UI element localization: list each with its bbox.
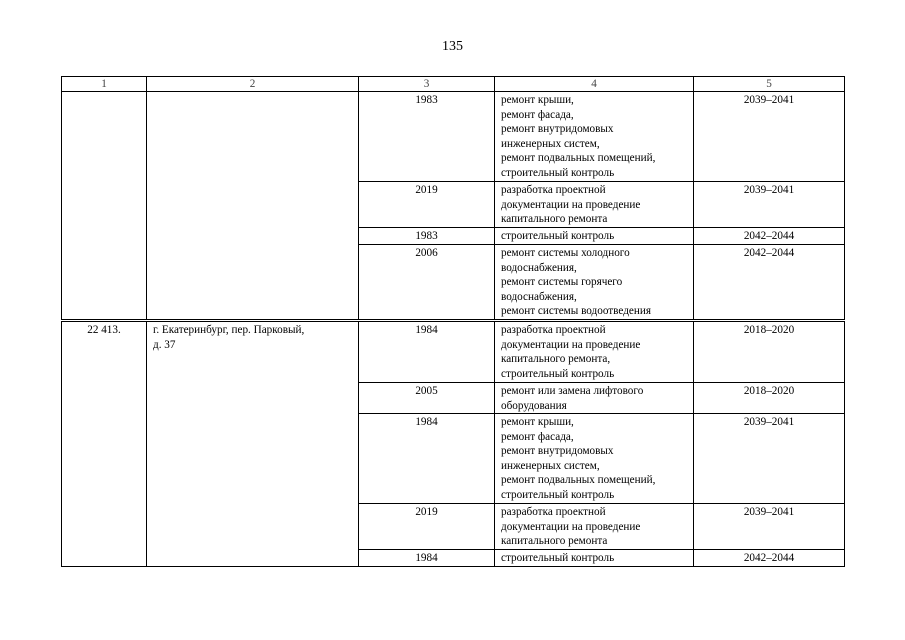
- year-cell: 1984: [359, 414, 495, 504]
- year-cell: 2019: [359, 182, 495, 228]
- column-number: 4: [495, 77, 694, 92]
- period-cell: 2018–2020: [694, 321, 845, 383]
- period-cell: 2039–2041: [694, 182, 845, 228]
- period-cell: 2039–2041: [694, 504, 845, 550]
- table-row: [62, 92, 845, 182]
- period-cell: 2042–2044: [694, 228, 845, 245]
- table-row: [62, 321, 845, 383]
- year-cell: 1984: [359, 321, 495, 383]
- capital-repair-table: [61, 76, 845, 567]
- work-cell: разработка проектной документации на проведение капитального ремонта, строительный контроль: [495, 321, 694, 383]
- period-cell: 2042–2044: [694, 245, 845, 321]
- work-cell: ремонт крыши, ремонт фасада, ремонт внутридомовых инженерных систем, ремонт подвальных помещений, строительный контроль: [495, 414, 694, 504]
- period-cell: 2018–2020: [694, 383, 845, 414]
- year-cell: 2006: [359, 245, 495, 321]
- work-cell: строительный контроль: [495, 550, 694, 567]
- column-number-row: [62, 77, 845, 92]
- address-cell: г. Екатеринбург, пер. Парковый, д. 37: [147, 321, 359, 567]
- period-cell: 2039–2041: [694, 414, 845, 504]
- period-cell: 2039–2041: [694, 92, 845, 182]
- work-cell: строительный контроль: [495, 228, 694, 245]
- year-cell: 1984: [359, 550, 495, 567]
- year-cell: 1983: [359, 228, 495, 245]
- year-cell: 1983: [359, 92, 495, 182]
- work-cell: разработка проектной документации на проведение капитального ремонта: [495, 182, 694, 228]
- number-cell: [62, 92, 147, 321]
- work-cell: ремонт системы холодного водоснабжения, ремонт системы горячего водоснабжения, ремонт системы водоотведения: [495, 245, 694, 321]
- work-cell: ремонт крыши, ремонт фасада, ремонт внутридомовых инженерных систем, ремонт подвальных помещений, строительный контроль: [495, 92, 694, 182]
- column-number: 2: [147, 77, 359, 92]
- address-cell: [147, 92, 359, 321]
- column-number: 1: [62, 77, 147, 92]
- work-cell: разработка проектной документации на проведение капитального ремонта: [495, 504, 694, 550]
- number-cell: 22 413.: [62, 321, 147, 567]
- column-number: 5: [694, 77, 845, 92]
- column-number: 3: [359, 77, 495, 92]
- year-cell: 2005: [359, 383, 495, 414]
- year-cell: 2019: [359, 504, 495, 550]
- work-cell: ремонт или замена лифтового оборудования: [495, 383, 694, 414]
- period-cell: 2042–2044: [694, 550, 845, 567]
- page-number: 135: [442, 39, 463, 54]
